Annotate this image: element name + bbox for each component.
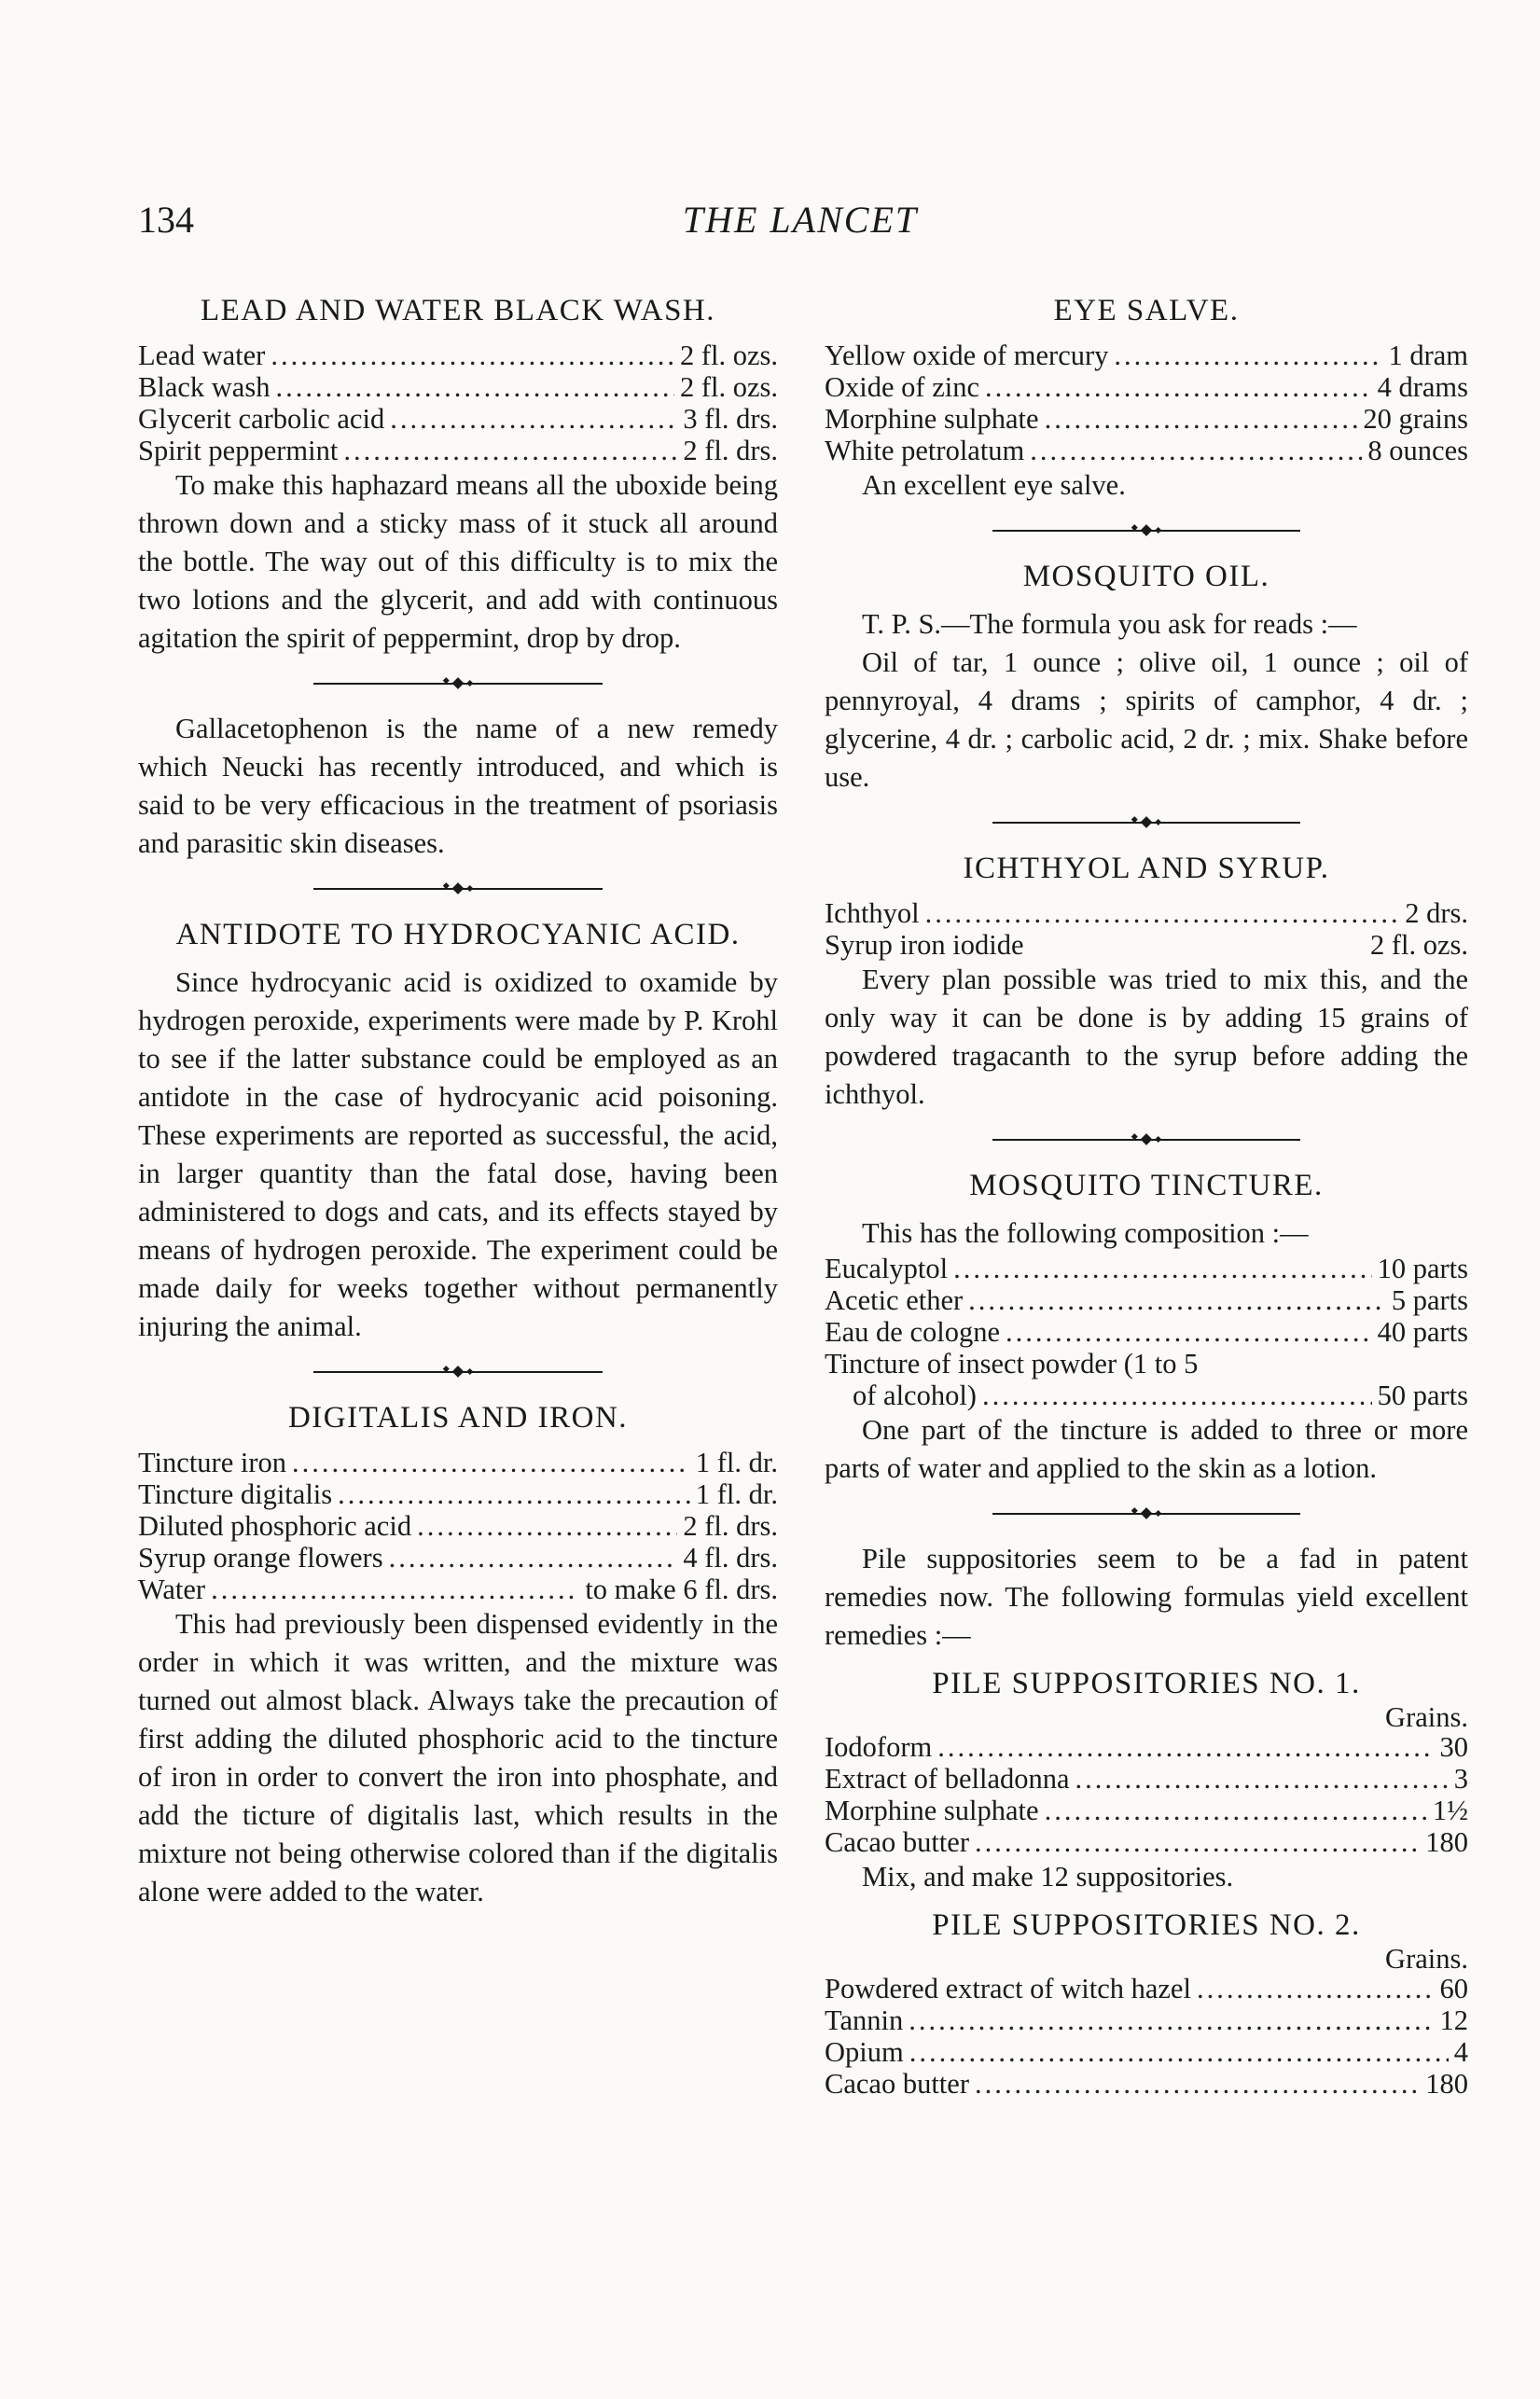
formula-row [825, 2036, 1468, 2068]
article-mosquito-tincture [825, 1166, 1468, 1488]
amount: 4 [1453, 2036, 1468, 2068]
leader-dots [1006, 1316, 1372, 1348]
article-heading: EYE SALVE. [1053, 294, 1240, 327]
article-pile-intro [825, 1540, 1468, 1655]
amount: to make 6 fl. drs. [585, 1574, 778, 1605]
formula-list [138, 340, 778, 466]
formula-row [138, 1478, 778, 1510]
formula-row [825, 1284, 1468, 1316]
ingredient: Glycerit carbolic acid [138, 403, 385, 435]
amount: 1 fl. dr. [695, 1447, 778, 1478]
formula-row [138, 340, 778, 371]
amount: 2 fl. drs. [683, 1510, 778, 1542]
formula-row [138, 403, 778, 435]
formula-list [825, 897, 1468, 961]
formula-list [825, 340, 1468, 466]
article-heading: ANTIDOTE TO HYDROCYANIC ACID. [175, 918, 741, 951]
amount: 1½ [1432, 1795, 1468, 1826]
ingredient: Tincture iron [138, 1447, 286, 1478]
formula-row [138, 435, 778, 466]
ingredient: Cacao butter [825, 1826, 969, 1858]
formula-list [825, 1253, 1468, 1411]
section-divider [992, 525, 1300, 536]
leader-dots [975, 1826, 1420, 1858]
article-heading: MOSQUITO TINCTURE. [969, 1169, 1324, 1202]
ingredient: Iodoform [825, 1731, 933, 1763]
formula-row [138, 1574, 778, 1605]
formula-row [825, 2068, 1468, 2100]
leader-dots [275, 371, 674, 403]
ingredient: Oxide of zinc [825, 371, 979, 403]
section-divider [313, 1366, 603, 1378]
formula-row [825, 1316, 1468, 1348]
formula-list [825, 1973, 1468, 2100]
article-body: Every plan possible was tried to mix this, and the only way it can be done is by adding 15 grains of powdered tragacanth to the syrup before adding the ichthyol. [825, 964, 1468, 1110]
amount: 10 parts [1377, 1253, 1468, 1284]
ingredient: Diluted phosphoric acid [138, 1510, 412, 1542]
leader-dots [985, 371, 1372, 403]
formula-row [825, 1795, 1468, 1826]
ingredient: Powdered extract of witch hazel [825, 1973, 1191, 2004]
article-heading: PILE SUPPOSITORIES NO. 2. [932, 1908, 1361, 1942]
amount: 5 parts [1391, 1284, 1468, 1316]
formula-list [138, 1447, 778, 1605]
article-body: Gallacetophenon is the name of a new remedy which Neucki has recently introduced, and which is said to be very efficacious in the treatment of psoriasis and parasitic skin diseases. [138, 713, 778, 859]
article-body: Mix, and make 12 suppositories. [862, 1861, 1234, 1893]
section-divider [313, 883, 603, 894]
formula-row [825, 1348, 1468, 1380]
ingredient: Water [138, 1574, 206, 1605]
formula-row [825, 2004, 1468, 2036]
article-heading: PILE SUPPOSITORIES NO. 1. [932, 1667, 1361, 1700]
article-body: To make this haphazard means all the uboxide being thrown down and a sticky mass of it stuck all around the bottle. The way out of this difficulty is to mix the two lotions and the glycerit, and add with continuous agitation the spirit of peppermint, drop by drop. [138, 469, 778, 654]
divider-ornament [1141, 816, 1153, 828]
page-number: 134 [138, 199, 194, 241]
amount: 2 fl. ozs. [679, 340, 778, 371]
ingredient: Opium [825, 2036, 904, 2068]
leader-dots [417, 1510, 677, 1542]
leader-dots [953, 1253, 1371, 1284]
article-body: An excellent eye salve. [862, 469, 1126, 501]
formula-row [138, 371, 778, 403]
formula-row [825, 1973, 1468, 2004]
amount: 4 drams [1377, 371, 1468, 403]
article-heading: DIGITALIS AND IRON. [287, 1401, 629, 1435]
amount: 30 [1439, 1731, 1468, 1763]
leader-dots [968, 1284, 1386, 1316]
unit-label: Grains. [1385, 1943, 1468, 1975]
divider-ornament [1141, 1507, 1153, 1519]
leader-dots [1045, 1795, 1427, 1826]
amount: 2 drs. [1405, 897, 1468, 929]
leader-dots [1075, 1763, 1449, 1795]
ingredient: Syrup iron iodide [825, 929, 1024, 961]
ingredient: Tannin [825, 2004, 904, 2036]
formula-row [825, 897, 1468, 929]
divider-ornament [452, 1366, 465, 1378]
formula-row [825, 1731, 1468, 1763]
ingredient: Tincture digitalis [138, 1478, 333, 1510]
ingredient: Tincture of insect powder (1 to 5 [825, 1348, 1199, 1380]
formula-list [825, 1731, 1468, 1858]
amount: 60 [1439, 1973, 1468, 2004]
ingredient: Spirit peppermint [138, 435, 339, 466]
article-antidote [138, 915, 778, 1346]
leader-dots [1030, 435, 1362, 466]
article-heading: ICHTHYOL AND SYRUP. [963, 852, 1330, 885]
ingredient: Extract of belladonna [825, 1763, 1070, 1795]
article-digitalis [138, 1398, 778, 1911]
formula-row [138, 1542, 778, 1574]
ingredient: Yellow oxide of mercury [825, 340, 1109, 371]
article-body: Pile suppositories seem to be a fad in patent remedies now. The following formulas yield excellent remedies :— [825, 1543, 1468, 1651]
formula-row [825, 1763, 1468, 1795]
formula-row [138, 1510, 778, 1542]
formula-row [825, 403, 1468, 435]
amount: 1 fl. dr. [695, 1478, 778, 1510]
article-pile-2 [825, 1906, 1468, 2100]
leader-dots [1114, 340, 1382, 371]
amount: 3 [1453, 1763, 1468, 1795]
amount: 2 fl. drs. [683, 435, 778, 466]
ingredient: Morphine sulphate [825, 403, 1039, 435]
formula-row [825, 1380, 1468, 1411]
article-pile-1 [825, 1664, 1468, 1896]
article-ichthyol [825, 849, 1468, 1114]
formula-row [138, 1447, 778, 1478]
leader-dots [211, 1574, 579, 1605]
ingredient: Black wash [138, 371, 271, 403]
article-black-wash [138, 291, 778, 658]
ingredient: Cacao butter [825, 2068, 969, 2100]
formula-row [825, 1826, 1468, 1858]
unit-label: Grains. [1385, 1701, 1468, 1733]
amount: 2 fl. ozs. [1369, 929, 1468, 961]
divider-ornament [1141, 524, 1153, 536]
article-eye-salve [825, 291, 1468, 505]
section-divider [992, 817, 1300, 828]
amount: 180 [1425, 2068, 1468, 2100]
ingredient: Lead water [138, 340, 266, 371]
leader-dots [1045, 403, 1358, 435]
journal-title: THE LANCET [682, 199, 919, 241]
leader-dots [338, 1478, 690, 1510]
leader-dots [909, 2004, 1434, 2036]
amount: 4 fl. drs. [683, 1542, 778, 1574]
formula-row [825, 371, 1468, 403]
ingredient: Ichthyol [825, 897, 920, 929]
leader-dots [343, 435, 677, 466]
divider-ornament [452, 677, 465, 689]
article-body: Since hydrocyanic acid is oxidized to oxamide by hydrogen peroxide, experiments were made by P. Krohl to see if the latter substance could be employed as an antidote in the case of hydrocyanic acid poisoning. These experiments are reported as successful, the acid, in larger quantity than the fatal dose, having been administered to dogs and cats, and its effects stayed by means of hydrogen peroxide. The experiment could be made daily for weeks together without permanently injuring the animal. [138, 966, 778, 1342]
section-divider [313, 678, 603, 689]
leader-dots [292, 1447, 690, 1478]
amount: 3 fl. drs. [683, 403, 778, 435]
section-divider [992, 1134, 1300, 1145]
ingredient: Acetic ether [825, 1284, 964, 1316]
ingredient: Eau de cologne [825, 1316, 1001, 1348]
article-gallacetophenon [138, 710, 778, 863]
amount: 20 grains [1363, 403, 1468, 435]
leader-dots [1197, 1973, 1435, 2004]
leader-dots [925, 897, 1400, 929]
article-body: One part of the tincture is added to three or more parts of water and applied to the skin as a lotion. [825, 1414, 1468, 1484]
leader-dots [390, 403, 677, 435]
leader-dots [975, 2068, 1420, 2100]
amount: 180 [1425, 1826, 1468, 1858]
right-column [825, 291, 1468, 2100]
leader-dots [937, 1731, 1434, 1763]
divider-ornament [1141, 1133, 1153, 1145]
divider-ornament [452, 882, 465, 894]
formula-row [825, 1253, 1468, 1284]
ingredient: Eucalyptol [825, 1253, 949, 1284]
article-body: This had previously been dispensed evidently in the order in which it was written, and the mixture was turned out almost black. Always take the precaution of first adding the diluted phosphoric acid to the tincture of iron in order to convert the iron into phosphate, and add the ticture of digitalis last, which results in the mixture not being otherwise colored than if the digitalis alone were added to the water. [138, 1608, 778, 1907]
leader-dots [271, 340, 674, 371]
leader-dots [389, 1542, 678, 1574]
running-head [138, 198, 1463, 250]
ingredient: White petrolatum [825, 435, 1025, 466]
amount: 1 dram [1388, 340, 1468, 371]
leader-dots [909, 2036, 1449, 2068]
ingredient: Syrup orange flowers [138, 1542, 383, 1574]
article-heading: LEAD AND WATER BLACK WASH. [200, 294, 716, 327]
amount: 12 [1439, 2004, 1468, 2036]
article-body: Oil of tar, 1 ounce ; olive oil, 1 ounce ; oil of pennyroyal, 4 drams ; spirits of camphor, 4 dr. ; glycerine, 4 dr. ; carbolic acid, 2 dr. ; mix. Shake before use. [825, 646, 1468, 793]
article-heading: MOSQUITO OIL. [1022, 560, 1270, 593]
ingredient: Morphine sulphate [825, 1795, 1039, 1826]
formula-row [825, 340, 1468, 371]
section-divider [992, 1508, 1300, 1519]
amount: 2 fl. ozs. [679, 371, 778, 403]
article-intro: T. P. S.—The formula you ask for reads :— [862, 608, 1357, 640]
article-intro: This has the following composition :— [862, 1217, 1309, 1249]
leader-dots [982, 1380, 1372, 1411]
amount: 40 parts [1377, 1316, 1468, 1348]
left-column [138, 291, 778, 1911]
formula-row [825, 435, 1468, 466]
formula-row [825, 929, 1468, 961]
amount: 50 parts [1377, 1380, 1468, 1411]
article-mosquito-oil [825, 557, 1468, 797]
ingredient: of alcohol) [853, 1380, 977, 1411]
amount: 8 ounces [1367, 435, 1468, 466]
